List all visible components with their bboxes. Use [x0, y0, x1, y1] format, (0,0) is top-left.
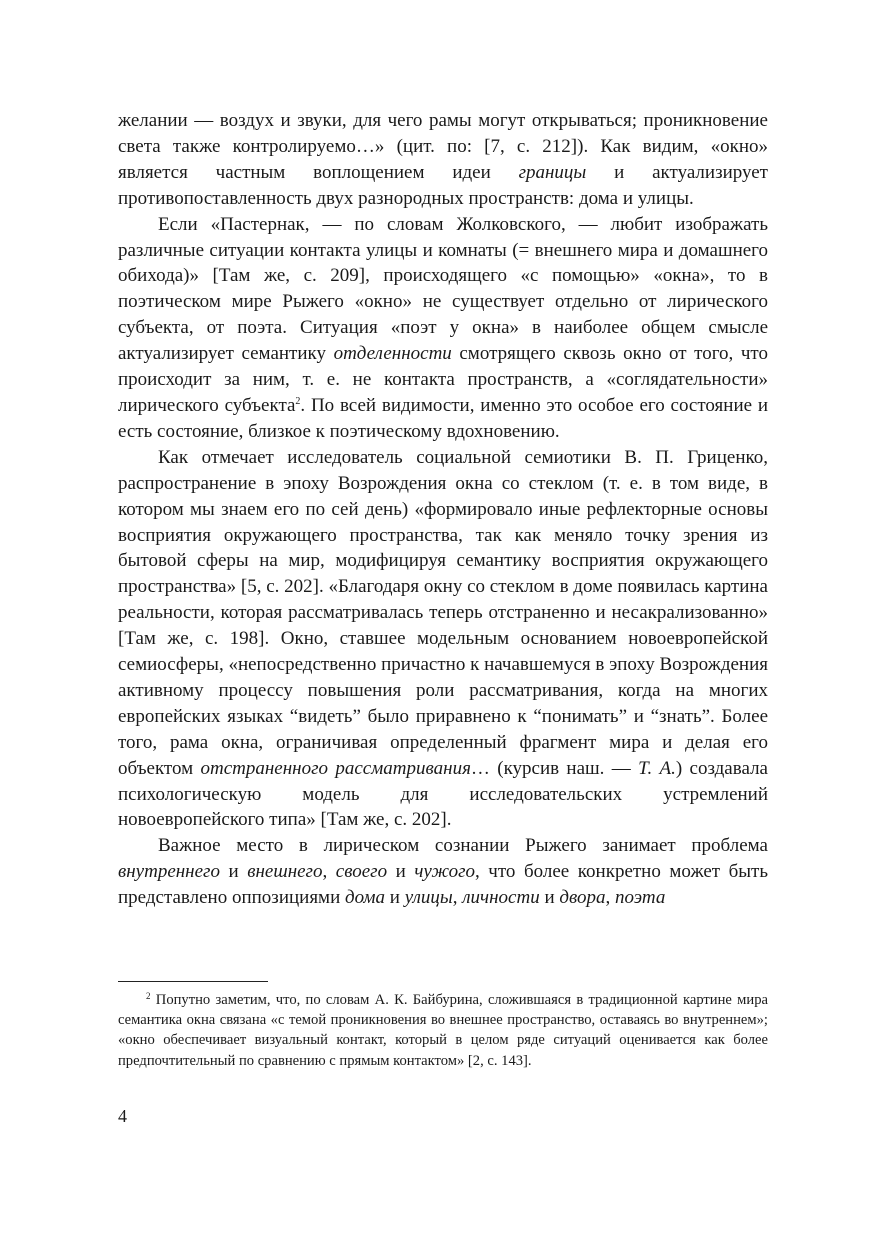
- italic-run: своего: [335, 861, 388, 883]
- text-run: и: [387, 861, 415, 883]
- text-run: … (курсив наш. —: [470, 757, 639, 779]
- paragraph: [118, 212, 768, 445]
- footnote-reference: 2: [295, 395, 301, 407]
- text-run: , что более конкретно может быть представлено оппозициями: [118, 861, 769, 909]
- text-run: ,: [605, 887, 615, 909]
- footnote-separator: [118, 981, 268, 982]
- italic-run: дома: [345, 887, 386, 909]
- footnote: [118, 990, 768, 1071]
- footnote-text: Попутно заметим, что, по словам А. К. Байбурина, сложившаяся в традиционной картине мира семантика окна связана «с темой проникновения во внешнее пространство, оставаясь во внутреннем»; «окно обеспечивает визуальный контакт, который в целом ряде ситуаций оценивается как более предпочтительный по сравнению с прямым контактом» [2, с. 143].: [118, 992, 768, 1069]
- italic-run: улицы: [404, 887, 453, 909]
- page-number: 4: [118, 1106, 127, 1126]
- text-run: смотрящего сквозь окно от того, что происходит за ним, т. е. не контакта пространств, а «соглядательности» лирического субъекта: [118, 343, 768, 416]
- text-run: Если «Пастернак, — по словам Жолковского, — любит изображать различные ситуации контакта улицы и комнаты (= внешнего мира и домашнего обихода)» [Там же, с. 209], происходящего «с помощью» «окна», то в поэтическом мире Рыжего «окно» не существует отдельно от лирического субъекта, от поэта. Ситуация «поэт у окна» в наиболее общем смысле актуализирует семантику: [118, 213, 768, 365]
- italic-run: границы: [518, 161, 587, 183]
- main-text: [118, 108, 768, 911]
- text-run: и: [385, 887, 405, 909]
- text-run: ,: [322, 861, 336, 883]
- paragraph: [118, 445, 768, 834]
- text-run: ) создавала психологическую модель для исследовательских устремлений новоевропейского типа» [Там же, с. 202].: [118, 757, 768, 831]
- text-run: и актуализирует противопоставленность двух разнородных пространств: дома и улицы.: [118, 161, 768, 209]
- italic-run: поэта: [614, 887, 666, 909]
- footnote-marker: 2: [146, 991, 151, 1001]
- text-run: ,: [452, 887, 463, 909]
- italic-run: отделенности: [333, 343, 452, 365]
- italic-run: отстраненного рассматривания: [200, 757, 471, 779]
- text-run: . По всей видимости, именно это особое его состояние и есть состояние, близкое к поэтическому вдохновению.: [118, 394, 768, 442]
- paragraph: [118, 108, 768, 212]
- italic-run: внутреннего: [118, 861, 220, 883]
- italic-run: внешнего: [247, 861, 323, 883]
- italic-run: чужого: [414, 861, 475, 883]
- italic-run: Т. А.: [638, 757, 676, 779]
- text-run: Важное место в лирическом сознании Рыжего занимает проблема: [158, 835, 768, 857]
- italic-run: двора: [559, 887, 606, 909]
- text-run: Как отмечает исследователь социальной семиотики В. П. Гриценко, распространение в эпоху Возрождения окна со стеклом (т. е. в том виде, в котором мы знаем его по сей день) «формировало иные рефлекторные основы восприятия окружающего пространства, так как меняло точку зрения из бытовой сферы на мир, модифицируя семантику восприятия окружающего пространства» [5, с. 202]. «Благодаря окну со стеклом в доме появилась картина реальности, которая рассматривалась теперь отстраненно и несакрализованно» [Там же, с. 198]. Окно, ставшее модельным основанием новоевропейской семиосферы, «непосредственно причастно к начавшемуся в эпоху Возрождения активному процессу повышения роли рассматривания, когда на многих европейских языках “видеть” было приравнено к “понимать” и “знать”. Более того, рама окна, ограничивая определенный фрагмент мира и делая его объектом: [118, 446, 768, 779]
- text-run: и: [539, 887, 560, 909]
- text-run: и: [219, 861, 248, 883]
- paragraph: [118, 833, 768, 911]
- text-run: желании — воздух и звуки, для чего рамы могут открываться; проникновение света также контролируемо…» (цит. по: [7, с. 212]). Как видим, «окно» является частным воплощением идеи: [118, 110, 768, 183]
- italic-run: личности: [462, 887, 540, 909]
